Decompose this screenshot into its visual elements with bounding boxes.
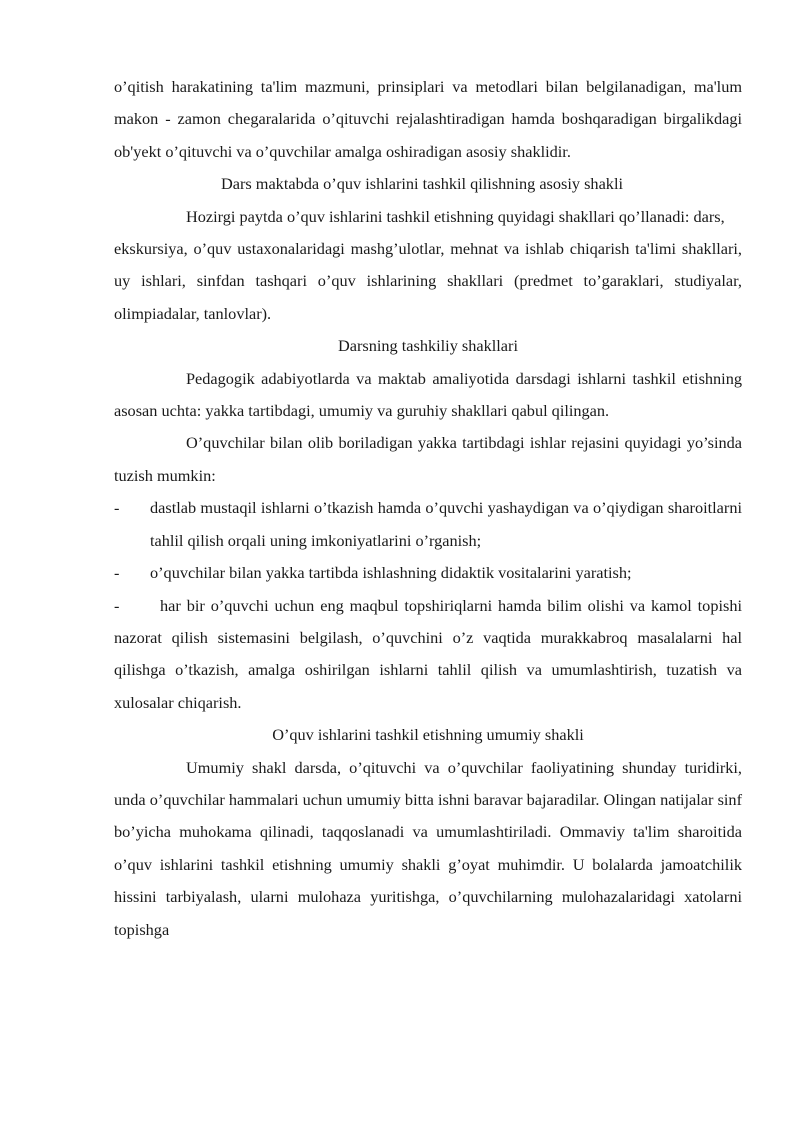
paragraph-shakllar-intro: Hozirgi paytda o’quv ishlarini tashkil etishning quyidagi shakllari qo’llanadi: dars, [186, 206, 725, 226]
continuation-paragraph: o’qitish harakatining ta'lim mazmuni, prinsiplari va metodlari bilan belgilanadigan, ma'lum makon - zamon chegaralarida o’qituvchi rejalashtiradigan hamda boshqaradigan birgalikdagi ob'yekt o’qituvchi va o’quvchilar amalga oshiradigan asosiy shaklidir. [114, 77, 742, 161]
list-marker: - [114, 563, 120, 583]
paragraph-umumiy-shakl: Umumiy shakl darsda, o’qituvchi va o’quvchilar faoliyatining shunday turidirki, unda o’quvchilar hammalari uchun umumiy bitta ishni baravar bajaradilar. Olingan natijalar sinf bo’yicha muhokama qilinadi, taqqoslanadi va umumlashtiriladi. Ommaviy ta'lim sharoitida o’quv ishlarini tashkil etishning umumiy shakli g’oyat muhimdir. U bolalarda jamoatchilik hissini tarbiyalash, ularni mulohaza yuritishga, o’quvchilarning mulohazalaridagi xatolarni topishga [114, 757, 742, 939]
list-item-text: o’quvchilar bilan yakka tartibda ishlashning didaktik vositalarini yaratish; [150, 563, 632, 583]
list-item [114, 492, 742, 557]
paragraph-yakka-tartib: O’quvchilar bilan olib boriladigan yakka tartibdagi ishlar rejasini quyidagi yo’sinda tuzish mumkin: [114, 433, 742, 485]
paragraph-pedagogik: Pedagogik adabiyotlarda va maktab amaliyotida darsdagi ishlarni tashkil etishning asosan uchta: yakka tartibdagi, umumiy va guruhiy shakllari qabul qilingan. [114, 368, 742, 421]
list-item-text: dastlab mustaqil ishlarni o’tkazish hamda o’quvchi yashaydigan va o’qiydigan sharoitlarni tahlil qilish orqali uning imkoniyatlarini o’rganish; [150, 498, 742, 550]
list-marker: - [114, 498, 120, 518]
section-heading-tashkiliy-shakllar: Darsning tashkiliy shakllari [338, 336, 518, 356]
list-item [114, 557, 742, 589]
section-heading-umumiy-shakl: O’quv ishlarini tashkil etishning umumiy shakli [272, 725, 584, 745]
list-item-text: har bir o’quvchi uchun eng maqbul topshiriqlarni hamda bilim olishi va kamol topishi nazorat qilish sistemasini belgilash, o’quvchini o’z vaqtida murakkabroq masalalarni hal qilishga o’tkazish, amalga oshirilgan ishlarni tahlil qilish va umumlashtirish, tuzatish va xulosalar chiqarish. [114, 595, 742, 712]
list-item [114, 590, 742, 720]
document-body [114, 71, 742, 946]
list-marker: - [114, 595, 120, 615]
section-heading-dars-maktabda: Dars maktabda o’quv ishlarini tashkil qilishning asosiy shakli [220, 174, 623, 194]
paragraph-shakllar-list: ekskursiya, o’quv ustaxonalaridagi mashg’ulotlar, mehnat va ishlab chiqarish ta'limi shakllari, uy ishlari, sinfdan tashqari o’quv ishlarining shakllari (predmet to’garaklari, studiyalar, olimpiadalar, tanlovlar). [114, 239, 742, 323]
